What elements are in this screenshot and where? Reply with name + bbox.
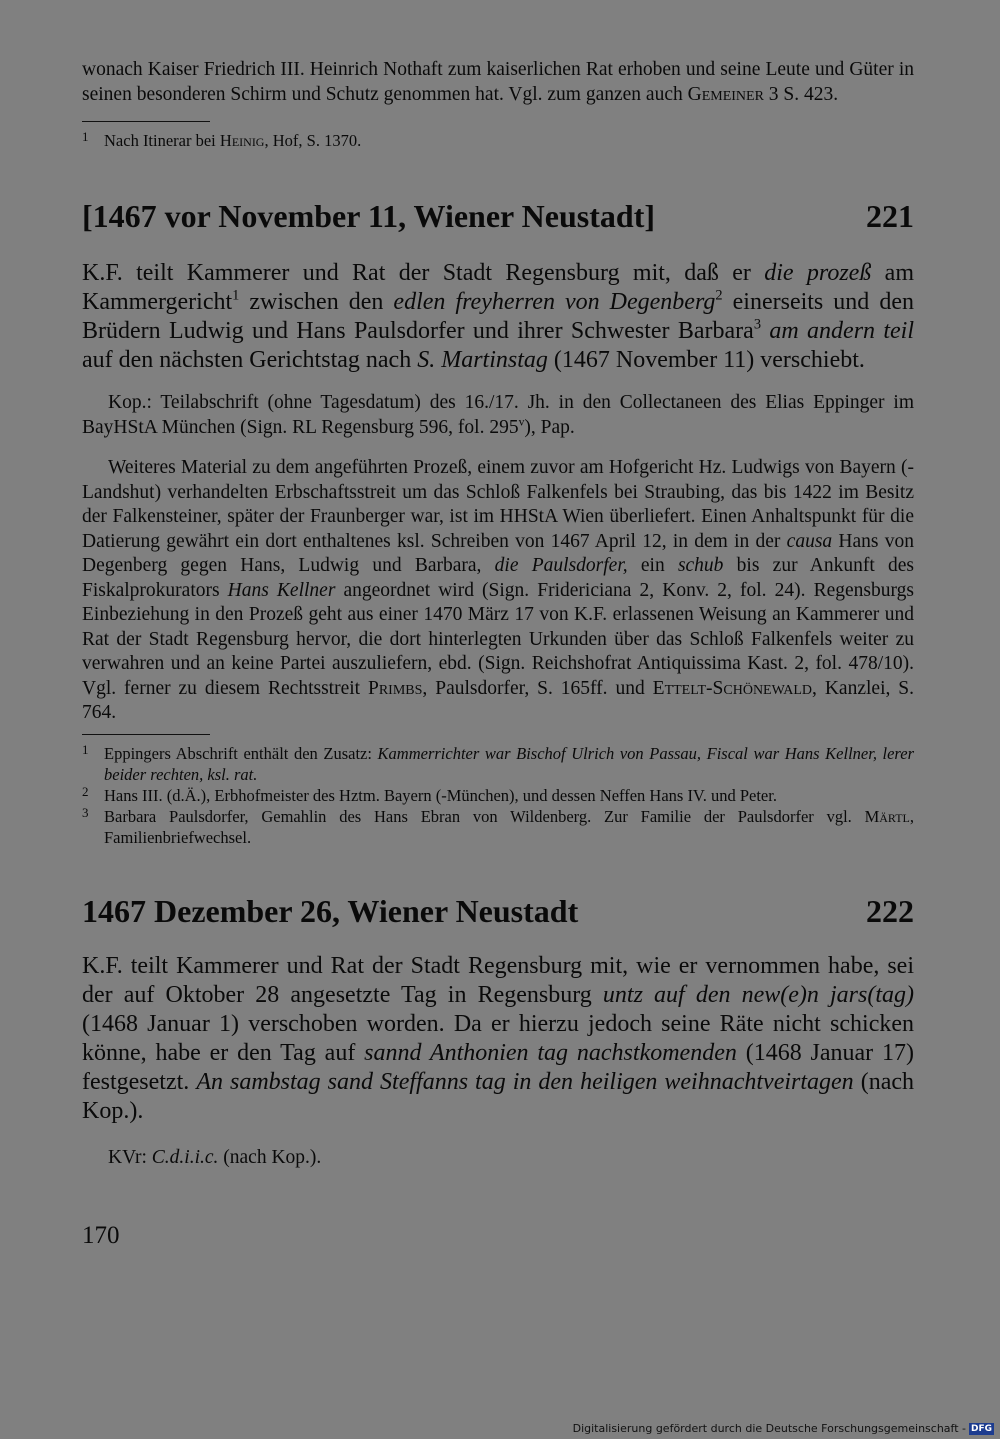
entry-222-number: 222 bbox=[866, 892, 914, 929]
entry-221-number: 221 bbox=[866, 198, 914, 234]
footnote-rule bbox=[82, 121, 210, 122]
footnote-3 bbox=[82, 806, 914, 848]
footnote-1 bbox=[82, 743, 914, 785]
document-page bbox=[82, 58, 914, 1250]
entry-222-regest: K.F. teilt Kammerer und Rat der Stadt Regensburg mit, wie er vernommen habe, sei der auf Oktober 28 angesetzte Tag in Regensburg untz auf den new(e)n jars(tag) (1468 Januar 1) verschoben worden. Da er hierzu jedoch seine Räte nicht schicken könne, habe er den Tag auf sannd Anthonien tag nachstkomenden (1468 Januar 17) festgesetzt. An sambstag sand Steffanns tag in den heiligen weihnachtveirtagen (nach Kop.). bbox=[82, 952, 915, 1124]
footnote-text: Eppingers Abschrift enthält den Zusatz: Kammerrichter war Bischof Ulrich von Passau, Fiscal war Hans Kellner, lerer beider rechten, ksl. rat. bbox=[104, 743, 914, 784]
dfg-logo: DFG bbox=[970, 1423, 992, 1434]
footnote-number: 1 bbox=[82, 129, 89, 144]
footnote-text: Nach Itinerar bei Heinig, Hof, S. 1370. bbox=[104, 131, 362, 150]
entry-221-heading bbox=[82, 197, 914, 235]
entry-221-regest: K.F. teilt Kammerer und Rat der Stadt Regensburg mit, daß er die prozeß am Kammergericht$^1$ zwischen den edlen freyherren von Degenberg$^2$ einerseits und den Brüdern Ludwig und Hans Paulsdorfer und ihrer Schwester Barbara$^3$ am andern teil auf den nächsten Gerichtstag nach S. Martinstag (1467 November 11) verschiebt. bbox=[82, 260, 915, 373]
entry-222-heading bbox=[82, 892, 914, 930]
entry-221-kopie: Kop.: Teilabschrift (ohne Tagesdatum) des 16./17. Jh. in den Collectaneen des Elias Eppinger im BayHStA München (Sign. RL Regensburg 596, fol. 295$^v$), Pap. bbox=[82, 392, 914, 438]
intro-text: wonach Kaiser Friedrich III. Heinrich Nothaft zum kaiserlichen Rat erhoben und seine Leute und Güter in seinen besonderen Schirm und Schutz genommen hat. Vgl. zum ganzen auch bbox=[82, 59, 914, 105]
footnote-2 bbox=[82, 785, 914, 806]
page-number: 170 bbox=[82, 1222, 120, 1249]
entry-222-title: 1467 Dezember 26, Wiener Neustadt bbox=[82, 892, 579, 929]
entry-221-footnotes bbox=[82, 743, 914, 848]
entry-221-commentary: Weiteres Material zu dem angeführten Prozeß, einem zuvor am Hofgericht Hz. Ludwigs von Bayern (-Landshut) verhandelten Erbschaftsstreit um das Schloß Falkenfels bei Straubing, das bis 1422 im Besitz der Falkensteiner, später der Fraunberger war, ist im HHStA Wien überliefert. Einen Anhaltspunkt für die Datierung gewährt ein dort enthaltenes ksl. Schreiben von 1467 April 12, in dem in der causa Hans von Degenberg gegen Hans, Ludwig und Barbara, die Paulsdorfer, ein schub bis zur Ankunft des Fiskalprokurators Hans Kellner angeordnet wird (Sign. Fridericiana 2, Konv. 2, fol. 24). Regensburgs Einbeziehung in den Prozeß geht aus einer 1470 März 17 von K.F. erlassenen Weisung an Kammerer und Rat der Stadt Regensburg hervor, die dort hinterlegten Urkunden über das Schloß Falkenfels weiter zu verwahren und an keine Partei auszuliefern, ebd. (Sign. Reichshofrat Antiquissima Kast. 2, fol. 478/10). Vgl. ferner zu diesem Rechtsstreit Primbs, Paulsdorfer, S. 165ff. und Ettelt-Schönewald, Kanzlei, S. 764. bbox=[82, 457, 915, 723]
intro-paragraph bbox=[82, 58, 914, 107]
footnote-text: Barbara Paulsdorfer, Gemahlin des Hans Ebran von Wildenberg. Zur Familie der Paulsdorfer vgl. Märtl, Familienbriefwechsel. bbox=[104, 806, 914, 847]
digitization-footer bbox=[573, 1422, 994, 1435]
intro-author: Gemeiner bbox=[687, 83, 764, 105]
intro-text-end: 3 S. 423. bbox=[763, 83, 839, 105]
entry-222-kvr: KVr: C.d.i.i.c. (nach Kop.). bbox=[108, 1146, 322, 1168]
footnote-text: Hans III. (d.Ä.), Erbhofmeister des Hztm. Bayern (-München), und dessen Neffen Hans IV. und Peter. bbox=[104, 785, 777, 805]
intro-footnote bbox=[82, 130, 914, 151]
footnote-number: 3 bbox=[82, 804, 89, 820]
footnote-number: 1 bbox=[82, 741, 89, 757]
footer-text: Digitalisierung gefördert durch die Deutsche Forschungsgemeinschaft - bbox=[572, 1422, 966, 1435]
footnote-rule bbox=[82, 734, 210, 735]
entry-221-title: [1467 vor November 11, Wiener Neustadt] bbox=[82, 198, 655, 234]
footnote-number: 2 bbox=[82, 783, 89, 799]
